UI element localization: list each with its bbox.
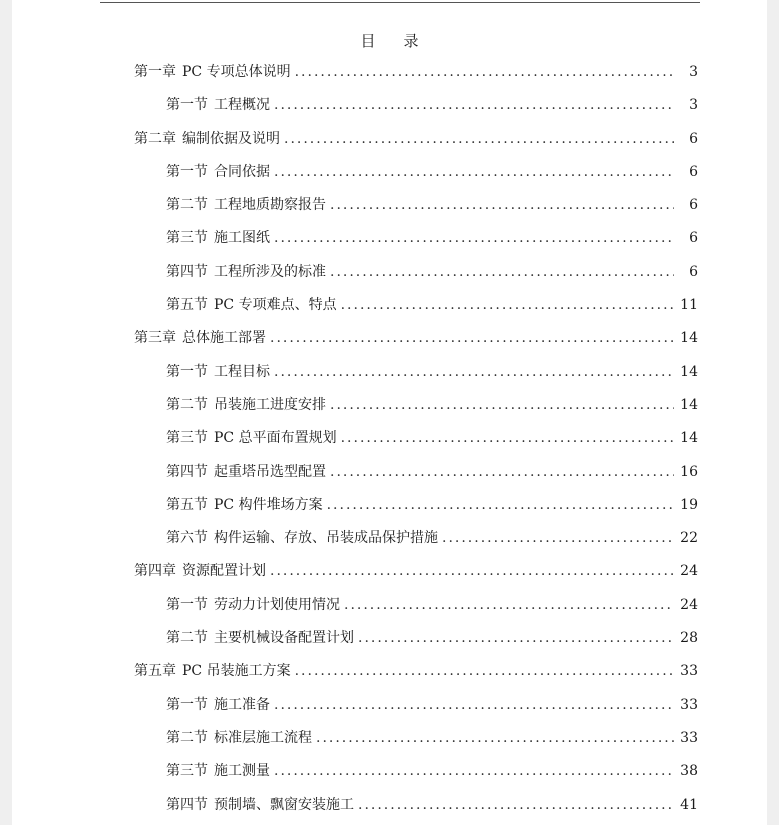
toc-entry-label: 工程所涉及的标准	[214, 263, 326, 280]
toc-section-entry[interactable]	[134, 389, 698, 422]
toc-page-number: 33	[680, 729, 698, 746]
toc-entry-number: 第三节	[166, 230, 208, 247]
toc-entry-label: PC 专项总体说明	[182, 64, 291, 80]
toc-entry-label: 起重塔吊选型配置	[214, 463, 326, 480]
toc-page-number: 33	[680, 663, 698, 680]
toc-section-entry[interactable]	[134, 189, 698, 222]
toc-dot-leader	[270, 555, 674, 588]
toc-entry-label: 编制依据及说明	[182, 130, 280, 147]
toc-entry-number: 第四节	[166, 263, 208, 280]
toc-section-entry[interactable]	[134, 222, 698, 255]
toc-page-number: 6	[689, 197, 698, 214]
toc-entry-number: 第一节	[166, 97, 208, 114]
toc-dot-leader	[295, 655, 674, 688]
toc-section-entry[interactable]	[134, 589, 698, 622]
toc-entry-label: 主要机械设备配置计划	[214, 630, 354, 647]
toc-entry-label: 施工准备	[214, 696, 270, 713]
table-of-contents	[134, 56, 698, 822]
toc-entry-label: 预制墙、飘窗安装施工	[214, 796, 354, 813]
toc-page-number: 14	[680, 330, 698, 347]
toc-page-number: 24	[680, 563, 698, 580]
toc-entry-number: 第三节	[166, 763, 208, 780]
toc-chapter-entry[interactable]	[134, 322, 698, 355]
toc-dot-leader	[330, 389, 674, 422]
toc-page-number: 41	[680, 796, 698, 813]
toc-section-entry[interactable]	[134, 256, 698, 289]
toc-page-number: 11	[680, 297, 698, 314]
toc-page-number: 14	[680, 430, 698, 447]
toc-dot-leader	[358, 789, 674, 822]
toc-dot-leader	[274, 222, 674, 255]
toc-section-entry[interactable]	[134, 489, 698, 522]
toc-dot-leader	[270, 322, 674, 355]
toc-dot-leader	[330, 456, 674, 489]
toc-section-entry[interactable]	[134, 422, 698, 455]
toc-entry-number: 第六节	[166, 530, 208, 547]
toc-dot-leader	[274, 356, 674, 389]
toc-section-entry[interactable]	[134, 156, 698, 189]
toc-page-number: 3	[689, 64, 698, 80]
toc-entry-label: 施工图纸	[214, 230, 270, 247]
toc-section-entry[interactable]	[134, 622, 698, 655]
toc-entry-number: 第五节	[166, 496, 208, 513]
toc-entry-label: PC 吊装施工方案	[182, 663, 291, 680]
toc-entry-label: PC 总平面布置规划	[214, 430, 337, 447]
toc-entry-label: 吊装施工进度安排	[214, 396, 326, 413]
toc-dot-leader	[344, 589, 674, 622]
toc-section-entry[interactable]	[134, 789, 698, 822]
toc-entry-label: PC 构件堆场方案	[214, 496, 323, 513]
toc-dot-leader	[327, 489, 674, 522]
toc-dot-leader	[274, 755, 674, 788]
toc-entry-number: 第一节	[166, 363, 208, 380]
toc-page-number: 6	[689, 263, 698, 280]
toc-section-entry[interactable]	[134, 689, 698, 722]
toc-entry-number: 第三节	[166, 430, 208, 447]
toc-entry-label: PC 专项难点、特点	[214, 297, 337, 314]
header-rule	[100, 2, 700, 3]
toc-entry-number: 第一节	[166, 163, 208, 180]
toc-dot-leader	[274, 689, 674, 722]
toc-entry-number: 第二节	[166, 729, 208, 746]
toc-dot-leader	[341, 422, 674, 455]
toc-chapter-entry[interactable]	[134, 555, 698, 588]
toc-dot-leader	[358, 622, 674, 655]
toc-entry-number: 第二节	[166, 396, 208, 413]
toc-page-number: 33	[680, 696, 698, 713]
toc-section-entry[interactable]	[134, 522, 698, 555]
toc-dot-leader	[274, 156, 674, 189]
toc-page-number: 6	[689, 230, 698, 247]
toc-entry-number: 第二节	[166, 630, 208, 647]
toc-chapter-entry[interactable]	[134, 56, 698, 89]
toc-entry-number: 第四节	[166, 463, 208, 480]
toc-dot-leader	[330, 189, 674, 222]
toc-entry-number: 第一节	[166, 696, 208, 713]
toc-entry-number: 第一章	[134, 64, 176, 80]
toc-section-entry[interactable]	[134, 722, 698, 755]
toc-page-number: 14	[680, 396, 698, 413]
toc-page-number: 6	[689, 163, 698, 180]
toc-page-number: 24	[680, 596, 698, 613]
toc-dot-leader	[330, 256, 674, 289]
toc-entry-label: 工程地质勘察报告	[214, 197, 326, 214]
toc-entry-label: 劳动力计划使用情况	[214, 596, 340, 613]
toc-page-number: 19	[680, 496, 698, 513]
toc-dot-leader	[274, 89, 674, 122]
toc-dot-leader	[295, 56, 674, 89]
toc-dot-leader	[316, 722, 674, 755]
toc-dot-leader	[341, 289, 674, 322]
toc-entry-label: 施工测量	[214, 763, 270, 780]
toc-entry-number: 第三章	[134, 330, 176, 347]
toc-section-entry[interactable]	[134, 755, 698, 788]
toc-page-number: 22	[680, 530, 698, 547]
toc-title: 目录	[360, 32, 447, 50]
toc-chapter-entry[interactable]	[134, 123, 698, 156]
toc-entry-label: 工程概况	[214, 97, 270, 114]
toc-page-number: 14	[680, 363, 698, 380]
toc-entry-label: 工程目标	[214, 363, 270, 380]
toc-chapter-entry[interactable]	[134, 655, 698, 688]
toc-entry-number: 第一节	[166, 596, 208, 613]
toc-section-entry[interactable]	[134, 289, 698, 322]
toc-section-entry[interactable]	[134, 356, 698, 389]
toc-section-entry[interactable]	[134, 89, 698, 122]
page-margin-right	[767, 0, 779, 825]
page-margin-left	[0, 0, 12, 825]
toc-entry-label: 标准层施工流程	[214, 729, 312, 746]
toc-entry-label: 合同依据	[214, 163, 270, 180]
toc-entry-number: 第四章	[134, 563, 176, 580]
toc-page-number: 28	[680, 630, 698, 647]
toc-page-number: 3	[689, 97, 698, 114]
toc-entry-label: 资源配置计划	[182, 563, 266, 580]
toc-page-number: 6	[689, 130, 698, 147]
toc-entry-number: 第四节	[166, 796, 208, 813]
toc-dot-leader	[284, 123, 674, 156]
toc-page-number: 38	[680, 763, 698, 780]
toc-page-number: 16	[680, 463, 698, 480]
toc-entry-number: 第五章	[134, 663, 176, 680]
toc-entry-number: 第二节	[166, 197, 208, 214]
toc-entry-label: 总体施工部署	[182, 330, 266, 347]
toc-entry-label: 构件运输、存放、吊装成品保护措施	[214, 530, 438, 547]
toc-entry-number: 第五节	[166, 297, 208, 314]
toc-entry-number: 第二章	[134, 130, 176, 147]
toc-section-entry[interactable]	[134, 456, 698, 489]
toc-dot-leader	[442, 522, 674, 555]
